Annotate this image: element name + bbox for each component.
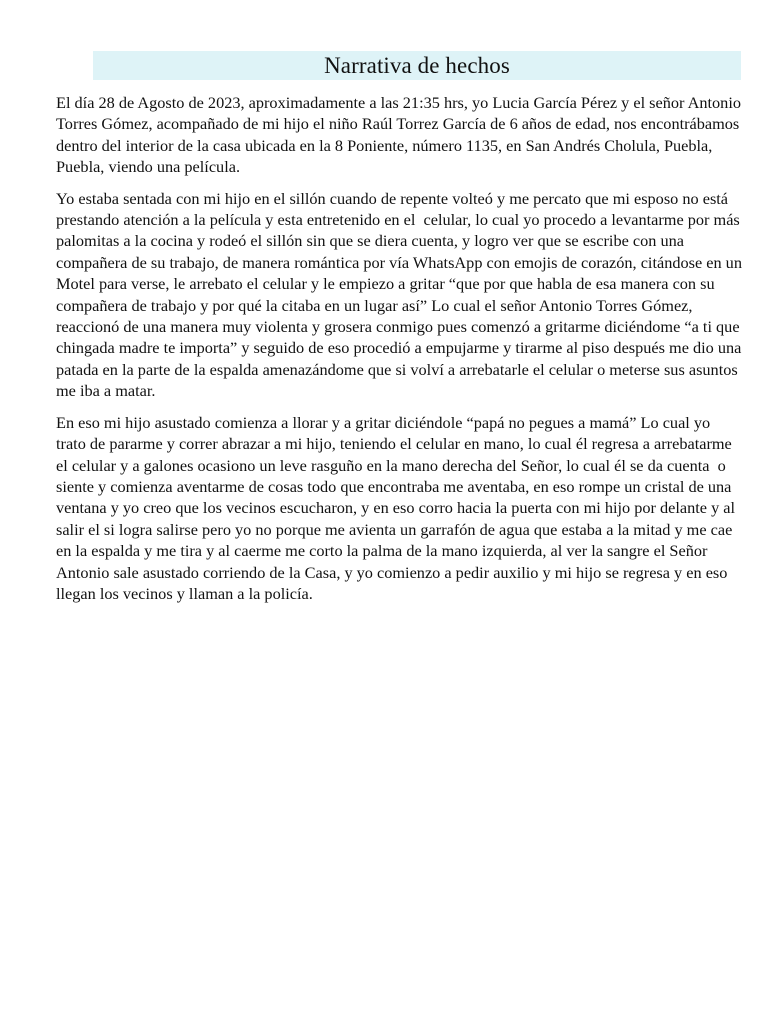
page-title: Narrativa de hechos (324, 53, 510, 78)
narrative-body (56, 92, 747, 614)
paragraph-3: En eso mi hijo asustado comienza a llorar y a gritar diciéndole “papá no pegues a mamá” Lo cual yo trato de pararme y correr abrazar a mi hijo, teniendo el celular en mano, lo cual él regresa a arrebatarme el celular y a galones ocasiono un leve rasguño en la mano derecha del Señor, lo cual él se da cuenta o siente y comienza aventarme de cosas todo que encontraba me aventaba, en eso rompe un cristal de una ventana y yo creo que los vecinos escucharon, y en eso corro hacia la puerta con mi hijo por delante y al salir el si logra salirse pero yo no porque me avienta un garrafón de agua que estaba a la mitad y me cae en la espalda y me tira y al caerme me corto la palma de la mano izquierda, al ver la sangre el Señor Antonio sale asustado corriendo de la Casa, y yo comienzo a pedir auxilio y mi hijo se regresa y en eso llegan los vecinos y llaman a la policía. (56, 412, 740, 603)
paragraph-2: Yo estaba sentada con mi hijo en el sillón cuando de repente volteó y me percato que mi esposo no está prestando atención a la película y esta entretenido en el celular, lo cual yo procedo a levantarme por más palomitas a la cocina y rodeó el sillón sin que se diera cuenta, y logro ver que se escribe con una compañera de su trabajo, de manera romántica por vía WhatsApp con emojis de corazón, citándose en un Motel para verse, le arrebato el celular y le empiezo a gritar “que por que habla de esa manera con su compañera de trabajo y por qué la citaba en un lugar así” Lo cual el señor Antonio Torres Gómez, reaccionó de una manera muy violenta y grosera conmigo pues comenzó a gritarme diciéndome “a ti que chingada madre te importa” y seguido de eso procedió a empujarme y tirarme al piso después me dio una patada en la parte de la espalda amenazándome que si volví a arrebatarle el celular o meterse sus asuntos me iba a matar. (56, 188, 747, 401)
paragraph-1: El día 28 de Agosto de 2023, aproximadamente a las 21:35 hrs, yo Lucia García Pérez y el señor Antonio Torres Gómez, acompañado de mi hijo el niño Raúl Torrez García de 6 años de edad, nos encontrábamos dentro del interior de la casa ubicada en la 8 Poniente, número 1135, en San Andrés Cholula, Puebla, Puebla, viendo una película. (56, 93, 745, 177)
title-band (93, 51, 741, 80)
